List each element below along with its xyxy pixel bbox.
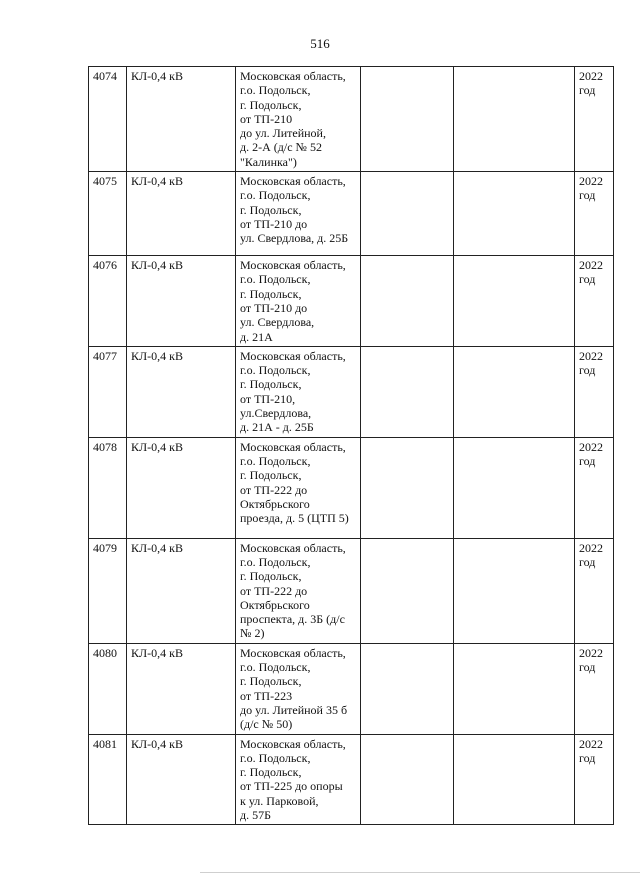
address-line: г. Подольск, <box>240 202 302 217</box>
address-line: г. Подольск, <box>240 765 302 780</box>
cell-empty-1 <box>361 538 454 643</box>
cell-empty-2 <box>454 256 575 347</box>
cell-empty-2 <box>454 643 575 734</box>
cell-year <box>575 437 614 538</box>
address-line: г.о. Подольск, <box>240 660 311 675</box>
cell-address <box>236 346 361 437</box>
address-line: д. 21А <box>240 329 273 344</box>
year-line: 2022 <box>579 736 603 751</box>
cell-line-type: КЛ-0,4 кВ <box>127 346 236 437</box>
address-line: от ТП-222 до <box>240 482 308 497</box>
table-row <box>89 346 614 437</box>
address-line: д. 2-А (д/с № 52 <box>240 140 322 155</box>
address-line: г.о. Подольск, <box>240 272 311 287</box>
address-line: ул. Свердлова, д. 25Б <box>240 231 349 246</box>
cell-number: 4079 <box>89 538 127 643</box>
address-line: ул.Свердлова, <box>240 406 312 421</box>
address-line: проспекта, д. 3Б (д/с <box>240 612 345 627</box>
address-line: Октябрьского <box>240 496 310 511</box>
address-line: (д/с № 50) <box>240 717 293 732</box>
cell-line-type: КЛ-0,4 кВ <box>127 538 236 643</box>
year-line: год <box>579 750 596 765</box>
address-line: № 2) <box>240 626 265 641</box>
cell-empty-1 <box>361 256 454 347</box>
cell-empty-1 <box>361 437 454 538</box>
address-line: от ТП-210 <box>240 111 293 126</box>
table-row <box>89 734 614 825</box>
year-line: год <box>579 554 596 569</box>
table-row <box>89 256 614 347</box>
address-line: Московская область, <box>240 174 346 189</box>
year-line: 2022 <box>579 174 603 189</box>
address-line: от ТП-223 <box>240 688 293 703</box>
cell-line-type: КЛ-0,4 кВ <box>127 256 236 347</box>
year-line: год <box>579 83 596 98</box>
cell-address <box>236 67 361 172</box>
cell-year <box>575 734 614 825</box>
cell-year <box>575 172 614 256</box>
cell-line-type: КЛ-0,4 кВ <box>127 643 236 734</box>
cell-empty-2 <box>454 437 575 538</box>
year-line: 2022 <box>579 69 603 83</box>
cell-empty-2 <box>454 734 575 825</box>
cell-number: 4077 <box>89 346 127 437</box>
address-line: Московская область, <box>240 348 346 363</box>
page-number: 516 <box>310 36 330 51</box>
cell-year <box>575 67 614 172</box>
cell-line-type: КЛ-0,4 кВ <box>127 734 236 825</box>
cell-address <box>236 734 361 825</box>
cell-empty-2 <box>454 346 575 437</box>
table-body <box>89 67 614 825</box>
address-line: г.о. Подольск, <box>240 554 311 569</box>
address-line: д. 21А - д. 25Б <box>240 420 314 435</box>
cell-number: 4074 <box>89 67 127 172</box>
address-line: ул. Свердлова, <box>240 315 315 330</box>
address-line: г.о. Подольск, <box>240 363 311 378</box>
address-line: проезда, д. 5 (ЦТП 5) <box>240 511 349 526</box>
address-line: г. Подольск, <box>240 377 302 392</box>
address-line: Московская область, <box>240 69 346 83</box>
year-line: год <box>579 660 596 675</box>
address-line: Московская область, <box>240 736 346 751</box>
address-line: г. Подольск, <box>240 569 302 584</box>
year-line: 2022 <box>579 439 603 454</box>
table-row <box>89 67 614 172</box>
year-line: 2022 <box>579 348 603 363</box>
cell-address <box>236 643 361 734</box>
address-line: Московская область, <box>240 439 346 454</box>
table-row <box>89 172 614 256</box>
address-line: г.о. Подольск, <box>240 188 311 203</box>
table-row <box>89 643 614 734</box>
year-line: год <box>579 188 596 203</box>
address-line: к ул. Парковой, <box>240 793 319 808</box>
address-line: от ТП-210, <box>240 391 296 406</box>
year-line: 2022 <box>579 258 603 273</box>
cell-year <box>575 256 614 347</box>
year-line: 2022 <box>579 540 603 555</box>
address-line: г.о. Подольск, <box>240 750 311 765</box>
table-row <box>89 437 614 538</box>
address-line: Московская область, <box>240 540 346 555</box>
address-line: от ТП-210 до <box>240 300 308 315</box>
cell-number: 4080 <box>89 643 127 734</box>
address-line: до ул. Литейной, <box>240 126 326 141</box>
cell-empty-2 <box>454 172 575 256</box>
cell-empty-1 <box>361 643 454 734</box>
cell-empty-1 <box>361 172 454 256</box>
address-line: г. Подольск, <box>240 97 302 112</box>
cell-number: 4078 <box>89 437 127 538</box>
cell-empty-2 <box>454 538 575 643</box>
cell-empty-1 <box>361 734 454 825</box>
cell-empty-1 <box>361 67 454 172</box>
cell-line-type: КЛ-0,4 кВ <box>127 172 236 256</box>
address-line: до ул. Литейной 35 б <box>240 702 348 717</box>
address-line: г.о. Подольск, <box>240 83 311 98</box>
year-line: 2022 <box>579 645 603 660</box>
footer-rule <box>200 872 640 873</box>
address-line: Московская область, <box>240 645 346 660</box>
cell-year <box>575 643 614 734</box>
cell-number: 4076 <box>89 256 127 347</box>
year-line: год <box>579 272 596 287</box>
cell-address <box>236 172 361 256</box>
address-line: "Калинка") <box>240 154 297 169</box>
cell-line-type: КЛ-0,4 кВ <box>127 67 236 172</box>
address-line: г. Подольск, <box>240 286 302 301</box>
address-line: д. 57Б <box>240 807 271 822</box>
address-line: от ТП-225 до опоры <box>240 779 343 794</box>
cell-number: 4075 <box>89 172 127 256</box>
cell-year <box>575 538 614 643</box>
address-line: г. Подольск, <box>240 674 302 689</box>
year-line: год <box>579 453 596 468</box>
cell-empty-1 <box>361 346 454 437</box>
address-line: от ТП-210 до <box>240 216 308 231</box>
address-line: г.о. Подольск, <box>240 453 311 468</box>
objects-table <box>88 66 614 825</box>
table-row <box>89 538 614 643</box>
cell-line-type: КЛ-0,4 кВ <box>127 437 236 538</box>
year-line: год <box>579 363 596 378</box>
address-line: Московская область, <box>240 258 346 273</box>
cell-empty-2 <box>454 67 575 172</box>
cell-address <box>236 538 361 643</box>
address-line: Октябрьского <box>240 597 310 612</box>
cell-number: 4081 <box>89 734 127 825</box>
cell-year <box>575 346 614 437</box>
cell-address <box>236 437 361 538</box>
address-line: от ТП-222 до <box>240 583 308 598</box>
address-line: г. Подольск, <box>240 468 302 483</box>
cell-address <box>236 256 361 347</box>
